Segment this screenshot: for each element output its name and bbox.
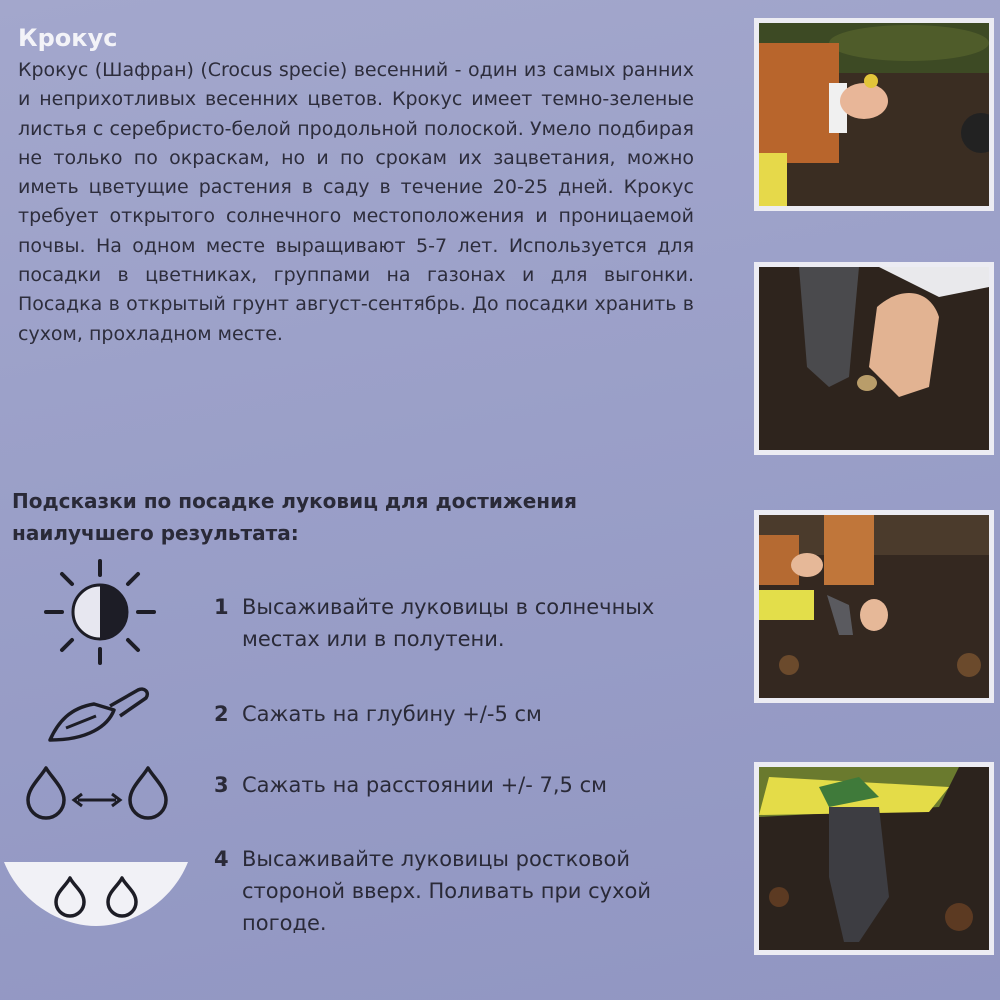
tip-4 bbox=[214, 843, 684, 939]
tip-number: 2 bbox=[214, 702, 229, 726]
tip-number: 1 bbox=[214, 595, 229, 619]
bulbs-in-soil-icon bbox=[2, 858, 190, 928]
tip-3 bbox=[214, 769, 684, 801]
bulb-spacing-icon bbox=[22, 762, 172, 822]
tips-heading: Подсказки по посадке луковиц для достижения наилучшего результата: bbox=[12, 489, 577, 545]
tip-text: Высаживайте луковицы ростковой стороной вверх. Поливать при сухой погоде. bbox=[242, 847, 652, 935]
photo-bulb-in-hand bbox=[754, 18, 994, 211]
sun-half-shade-icon bbox=[40, 555, 160, 670]
tip-text: Высаживайте луковицы в солнечных местах или в полутени. bbox=[242, 595, 655, 651]
trowel-icon bbox=[44, 682, 154, 747]
photo-placing-bulb bbox=[754, 262, 994, 455]
photo-trowel-in-soil bbox=[754, 762, 994, 955]
description-text: Крокус (Шафран) (Crocus specie) весенний - один из самых ранних и неприхотливых весенних цветов. Крокус имеет темно-зеленые листья с серебристо-белой продольной полоской. Умело подбирая не только по окраскам, но и по срокам их зацветания, можно иметь цветущие растения в саду в течение 20-25 дней. Крокус требует открытого солнечного местоположения и проницаемой почвы. На одном месте выращивают 5-7 лет. Используется для посадки в цветниках, группами на газонах и для выгонки. Посадка в открытый грунт август-сентябрь. До посадки хранить в сухом, прохладном месте. bbox=[18, 59, 694, 345]
tip-text: Сажать на расстоянии +/- 7,5 см bbox=[242, 773, 607, 797]
tip-number: 3 bbox=[214, 773, 229, 797]
tip-number: 4 bbox=[214, 847, 229, 871]
tip-2 bbox=[214, 698, 684, 730]
tip-1 bbox=[214, 591, 684, 655]
photo-digging-hole bbox=[754, 510, 994, 703]
page-title: Крокус bbox=[18, 24, 118, 52]
tip-text: Сажать на глубину +/-5 см bbox=[242, 702, 542, 726]
